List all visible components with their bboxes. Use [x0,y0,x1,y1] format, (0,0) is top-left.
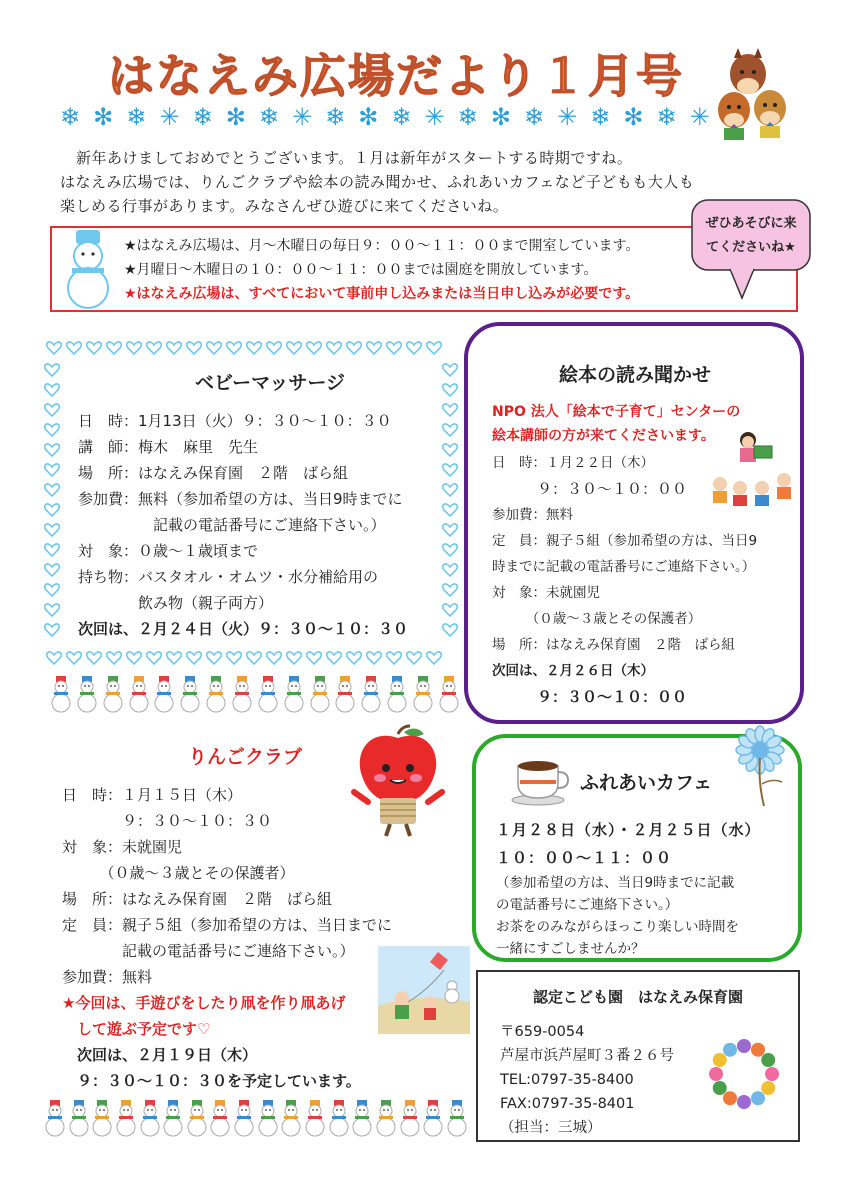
heart-icon [45,384,60,396]
detail-row: 参加費：無料 [62,968,153,986]
heart-icon [387,342,402,354]
snowflake-icon: ❄ [457,103,478,131]
snowman-icon [58,224,118,312]
intro-line: はなえみ広場では、りんごクラブや絵本の読み聞かせ、ふれあいカフェなど子どもも大人も [60,173,695,191]
snowman-icon [68,1100,90,1138]
detail-row: 時までに記載の電話番号にご連絡下さい。） [492,559,756,575]
detail-row: 記載の電話番号にご連絡下さい。） [62,942,355,960]
address: 芦屋市浜芦屋町３番２６号 [500,1048,674,1064]
heart-icon [367,652,382,664]
detail-row: 飲み物（親子両方） [78,594,274,612]
snowman-icon [162,1100,184,1138]
detail-row: 記載の電話番号にご連絡下さい。） [78,516,386,534]
heart-icon [443,364,458,376]
snowman-icon [438,676,460,714]
snowman-icon [179,676,201,714]
snowman-icon [257,1100,279,1138]
snowflake-icon: ✻ [225,103,246,131]
snowflake-icon: ❄ [126,103,147,131]
heart-icon [45,564,60,576]
heart-icon [227,652,242,664]
snowflake-icon: ❄ [391,103,412,131]
heart-icon [207,652,222,664]
heart-icon [127,342,142,354]
detail-row: ９：３０～１０：００ [492,480,688,498]
heart-icon [45,544,60,556]
intro-line: 楽しめる行事があります。みなさんぜひ遊びに来てくださいね。 [60,197,509,215]
snowman-icon [205,676,227,714]
heart-icon [227,342,242,354]
detail-row: （０歳～３歳とその保護者） [62,864,295,882]
heart-icon [47,652,62,664]
detail-row: 持ち物：バスタオル・オムツ・水分補給用の [78,568,379,586]
snowman-icon [283,676,305,714]
heart-icon [87,652,102,664]
contact-person: （担当：三城） [500,1120,602,1136]
heart-icon [407,652,422,664]
highlight-line: NPO 法人「絵本で子育て」センターの [492,404,741,420]
snowman-icon [360,676,382,714]
heart-icon [167,342,182,354]
newsletter-title-text: はなえみ広場だより１月号 [108,49,684,103]
heart-icon [267,342,282,354]
snowflake-icon: ✻ [93,103,114,131]
detail-row: 参加費：無料 [492,507,573,523]
heart-icon [247,652,262,664]
contact-details [500,1020,720,1140]
snowflake-icon: ✳ [424,103,445,131]
snowman-icon [231,676,253,714]
heart-icon [207,342,222,354]
snowflake-icon: ✻ [623,103,644,131]
heart-icon [327,342,342,354]
snowman-icon [91,1100,113,1138]
snowman-icon [50,676,72,714]
heart-icon [427,342,442,354]
contact-title: 認定こども園 はなえみ保育園 [532,988,743,1006]
cafe-note: （参加希望の方は、当日9時までに記載 [496,875,735,891]
highlight-line: 絵本講師の方が来てくださいます。 [492,428,715,444]
snowman-icon [115,1100,137,1138]
snowman-icon [422,1100,444,1138]
snowflake-icon: ❄ [192,103,213,131]
heart-icon [45,444,60,456]
snowman-icon [334,676,356,714]
bubble-line: ぜひあそびに来 [705,216,797,231]
snowman-icon [44,1100,66,1138]
heart-icon [45,484,60,496]
heart-icon [45,524,60,536]
phone-number: TEL:0797-35-8400 [500,1072,634,1088]
detail-row: 定 員：親子５組（参加希望の方は、当日までに [62,916,393,934]
heart-icon [287,342,302,354]
snowflake-icon: ✳ [159,103,180,131]
snowflake-icon: ✻ [490,103,511,131]
heart-icon [187,652,202,664]
cafe-details [496,816,796,960]
heart-icon [187,342,202,354]
snowman-icon [186,1100,208,1138]
detail-row: 対 象：未就園児 [492,585,600,601]
cafe-dates: １月２８日（水）・２月２５日（水） [496,821,761,839]
snowman-icon [102,676,124,714]
notice-line: ★はなえみ広場は、月～木曜日の毎日９：００～１１：００まで開室しています。 [124,238,640,254]
snowman-icon [386,676,408,714]
heart-icon [387,652,402,664]
notice-line: ★月曜日～木曜日の１０：００～１１：００までは園庭を開放しています。 [124,262,598,278]
heart-icon [87,342,102,354]
cafe-note: 一緒にすごしませんか？ [496,941,645,957]
detail-row: 定 員：親子５組（参加希望の方は、当日9 [492,533,758,549]
snowflake-icon: ❄ [325,103,346,131]
detail-row: 講 師：梅木 麻里 先生 [78,438,259,456]
cafe-note: の電話番号にご連絡下さい。） [496,897,679,913]
heart-icon [287,652,302,664]
snowman-icon [209,1100,231,1138]
snowman-icon [128,676,150,714]
ringo-club-title: りんごクラブ [187,746,302,768]
snowflake-icon: ✳ [689,103,710,131]
special-note: ★今回は、手遊びをしたり凧を作り凧あげ [62,994,346,1012]
heart-icon [47,342,62,354]
snowman-icon [233,1100,255,1138]
next-session-time: ９：３０～１０：３０を予定しています。 [62,1072,361,1090]
heart-icon [45,624,60,636]
notice-lines [124,234,774,306]
bubble-line: てくださいね★ [706,240,796,255]
heart-icon [107,652,122,664]
coffee-cup-icon [508,750,570,806]
snowman-icon [257,676,279,714]
snowman-icon [139,1100,161,1138]
snowflake-icon: ❄ [523,103,545,131]
heart-icon [347,342,362,354]
heart-icon [45,504,60,516]
next-session: 次回は、２月２６日（木） [492,663,654,679]
detail-row: 対 象：未就園児 [62,838,183,856]
snowflake-icon: ✻ [358,103,379,131]
snowman-icon [304,1100,326,1138]
snowflake-icon: ✳ [557,103,578,131]
intro-text [60,146,760,218]
snowflake-border [60,102,710,132]
heart-icon [443,384,458,396]
snowflake-icon: ❄ [656,103,677,131]
newsletter-title [100,40,720,110]
heart-icon [307,342,322,354]
snowman-border [44,1098,468,1138]
detail-row: 場 所：はなえみ保育園 ２階 ばら組 [78,464,349,482]
detail-row: 日 時：1月13日（火）９：３０～１０：３０ [78,412,392,430]
heart-icon [267,652,282,664]
snowman-icon [328,1100,350,1138]
detail-row: 場 所：はなえみ保育園 ２階 ばら組 [492,637,735,653]
heart-icon [45,404,60,416]
next-session: 次回は、２月１９日（木） [62,1046,258,1064]
cafe-time: １０：００～１１：００ [496,849,673,867]
snowman-icon [153,676,175,714]
special-note: して遊ぶ予定です♡ [62,1020,211,1038]
heart-icon [45,464,60,476]
heart-icon [247,342,262,354]
snowman-icon [280,1100,302,1138]
detail-row: 参加費：無料（参加希望の方は、当日9時までに [78,490,403,508]
horse-icon [706,44,806,144]
intro-line: 新年あけましておめでとうございます。１月は新年がスタートする時期ですね。 [76,149,633,167]
flower-wreath-icon [704,1034,784,1114]
heart-icon [367,342,382,354]
next-session: 次回は、２月２４日（火）９：３０～１０：３０ [78,620,409,638]
heart-icon [45,584,60,596]
heart-icon [147,652,162,664]
speech-bubble-text [700,212,802,260]
baby-massage-title: ベビーマッサージ [194,372,346,394]
heart-icon [45,424,60,436]
detail-row: ９：３０～１０：３０ [62,812,273,830]
reading-kids-icon [704,428,800,508]
snowman-border [50,674,460,714]
heart-icon [127,652,142,664]
heart-icon [407,342,422,354]
detail-row: （０歳～３歳とその保護者） [492,611,702,627]
heart-icon [327,652,342,664]
detail-row: 対 象：０歳～１歳頃まで [78,542,259,560]
detail-row: 場 所：はなえみ保育園 ２階 ばら組 [62,890,333,908]
notice-line-important: ★はなえみ広場は、すべてにおいて事前申し込みまたは当日申し込みが必要です。 [124,286,640,302]
heart-icon [45,604,60,616]
snowman-icon [375,1100,397,1138]
snowflake-icon: ❄ [258,103,279,131]
fax-number: FAX:0797-35-8401 [500,1096,635,1112]
snowman-icon [412,676,434,714]
cafe-title: ふれあいカフェ [580,772,713,794]
heart-icon [45,364,60,376]
heart-icon [307,652,322,664]
snowman-icon [446,1100,468,1138]
snowman-icon [76,676,98,714]
postal-code: 〒659-0054 [500,1024,585,1040]
detail-row: 日 時：１月２２日（木） [492,455,654,471]
heart-icon [147,342,162,354]
snowman-icon [399,1100,421,1138]
snowman-icon [309,676,331,714]
next-session-time: ９：３０～１０：００ [492,688,688,706]
cafe-note: お茶をのみながらほっこり楽しい時間を [496,919,739,935]
detail-row: 日 時：１月１５日（木） [62,786,243,804]
ringo-club-details [62,782,393,1094]
snowflake-icon: ✳ [291,103,313,131]
snowflake-icon: ❄ [60,103,81,131]
heart-icon [67,342,82,354]
heart-icon [67,652,82,664]
heart-icon [107,342,122,354]
heart-icon [347,652,362,664]
heart-icon [167,652,182,664]
ehon-title: 絵本の読み聞かせ [558,364,711,386]
dandelion-icon [722,724,798,808]
snowflake-icon: ❄ [590,103,611,131]
heart-icon [427,652,442,664]
baby-massage-details [78,408,448,642]
kite-kids-icon [378,946,470,1034]
snowman-icon [351,1100,373,1138]
